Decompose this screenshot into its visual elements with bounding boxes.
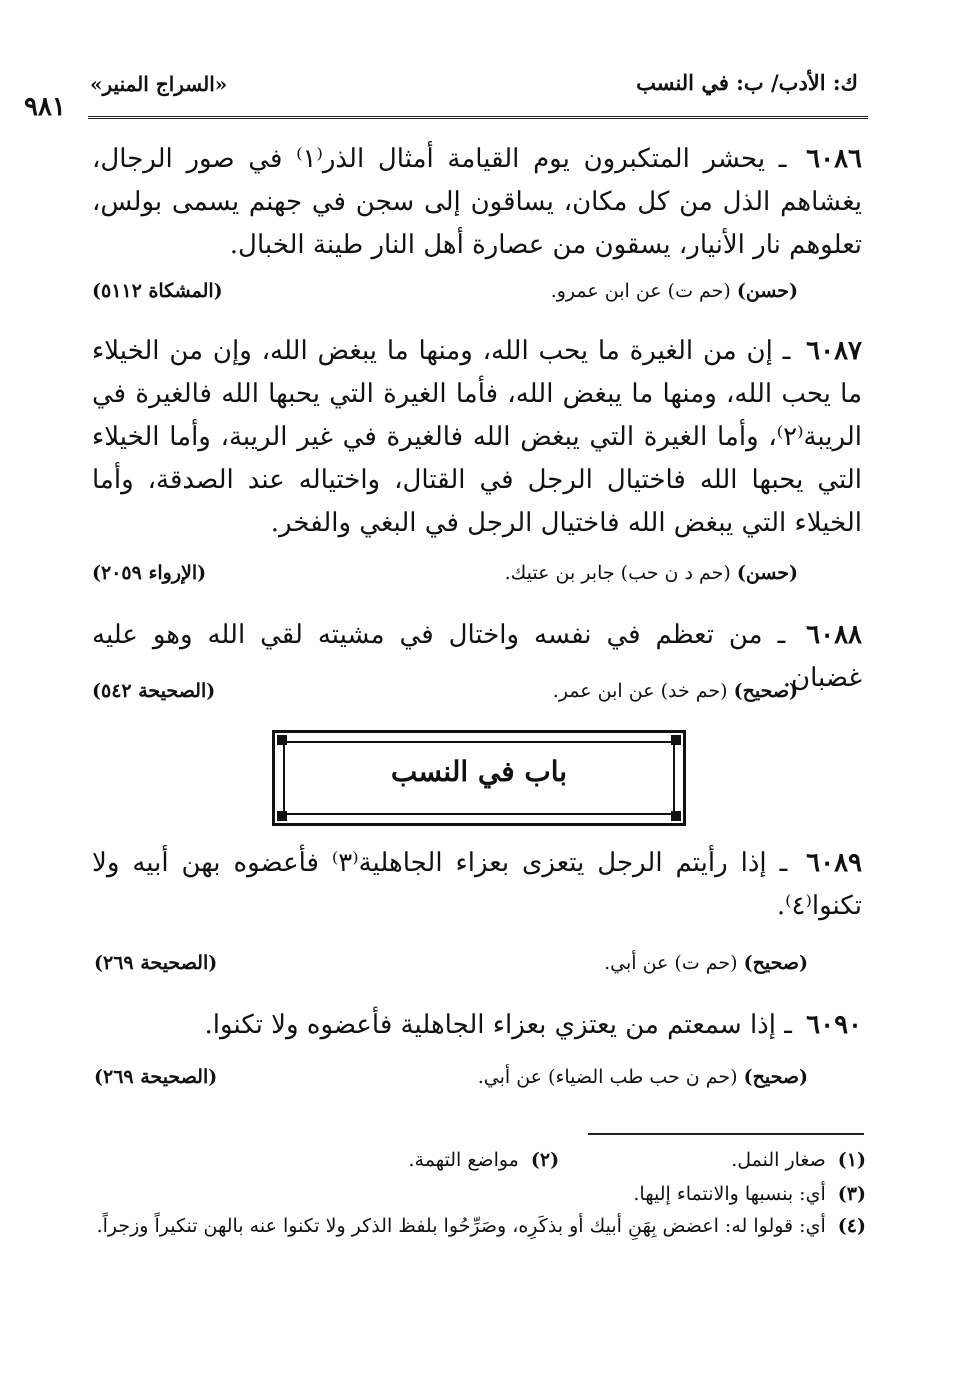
hadith-number: ٦٠٨٨ — [806, 620, 863, 650]
frame-corner — [277, 811, 287, 821]
hadith-number: ٦٠٨٩ — [806, 848, 862, 878]
hadith-6087 — [92, 330, 862, 545]
frame-corner — [671, 735, 681, 745]
footnote-text: صغار النمل. — [731, 1149, 826, 1171]
hadith-text: يحشر المتكبرون يوم القيامة أمثال الذر⁽١⁾ في صور الرجال، يغشاهم الذل من كل مكان، يساقون إلى سجن في جهنم يسمى بولس، تعلوهم نار الأنيار، يسقون من عصارة أهل النار طينة الخبال. — [92, 144, 862, 260]
hadith-narration: (حم د ن حب) جابر بن عتيك. — [504, 562, 731, 584]
hadith-separator: ـ — [766, 848, 788, 878]
hadith-narration: (حم ت) عن ابن عمرو. — [550, 280, 731, 302]
frame-corner — [671, 811, 681, 821]
hadith-grade: (صحيح) — [743, 1066, 808, 1088]
hadith-number: ٦٠٨٦ — [806, 144, 862, 174]
footnote-text: مواضع التهمة. — [408, 1149, 519, 1171]
frame-corner — [277, 735, 287, 745]
hadith-narration: (حم ن حب طب الضياء) عن أبي. — [477, 1066, 738, 1088]
hadith-reference-row — [92, 680, 864, 710]
hadith-text: إن من الغيرة ما يحب الله، ومنها ما يبغض الله، وإن من الخيلاء ما يحب الله، ومنها ما يبغض الله، فأما الغيرة التي يحبها الله فالغيرة في الريبة⁽٢⁾، وأما الغيرة التي يبغض الله فالغيرة في غير الريبة، وأما الخيلاء التي يحبها الله فاختيال الرجل في القتال، واختياله عند الصدقة، وأما الخيلاء التي يبغض الله فاختيال الرجل في البغي والفخر. — [92, 336, 862, 538]
hadith-separator: ـ — [762, 620, 786, 650]
hadith-grade: (صحيح) — [733, 680, 798, 702]
footnote-divider — [588, 1133, 864, 1135]
footnote-number: (٣) — [837, 1183, 866, 1205]
hadith-number: ٦٠٩٠ — [806, 1010, 862, 1040]
footnote-1 — [725, 1149, 866, 1171]
hadith-source: (الصحيحة ٢٦٩) — [94, 952, 218, 974]
chapter-heading-box — [272, 730, 686, 826]
footnote-number: (١) — [837, 1149, 866, 1171]
hadith-reference-row — [94, 1066, 864, 1096]
hadith-source: (الصحيحة ٢٦٩) — [94, 1066, 218, 1088]
hadith-source: (الصحيحة ٥٤٢) — [92, 680, 216, 702]
footnote-4 — [92, 1212, 866, 1240]
hadith-reference-row — [94, 952, 864, 982]
hadith-6086 — [92, 138, 862, 267]
book-title: «السراج المنير» — [90, 72, 228, 96]
hadith-grade: (صحيح) — [743, 952, 808, 974]
footnote-number: (٢) — [530, 1149, 560, 1171]
chapter-reference: ك: الأدب/ ب: في النسب — [636, 70, 858, 95]
hadith-6090 — [92, 1004, 862, 1047]
chapter-heading: باب في النسب — [390, 755, 568, 788]
hadith-grade-line — [505, 562, 798, 584]
hadith-grade: (حسن) — [736, 280, 798, 302]
hadith-source: (الإرواء ٢٠٥٩) — [92, 562, 207, 584]
hadith-source: (المشكاة ٥١١٢) — [92, 280, 223, 302]
footnote-2 — [409, 1149, 560, 1171]
hadith-grade-line — [553, 680, 798, 702]
hadith-separator: ـ — [772, 336, 791, 366]
hadith-reference-row — [92, 280, 864, 310]
hadith-number: ٦٠٨٧ — [806, 336, 863, 366]
hadith-text: إذا رأيتم الرجل يتعزى بعزاء الجاهلية⁽٣⁾ فأعضوه بهن أبيه ولا تكنوا⁽٤⁾. — [92, 848, 862, 921]
header-divider — [88, 116, 868, 119]
hadith-grade: (حسن) — [736, 562, 798, 584]
footnote-number: (٤) — [837, 1215, 866, 1237]
hadith-narration: (حم ت) عن أبي. — [604, 952, 738, 974]
hadith-grade-line — [551, 280, 798, 302]
hadith-6089 — [92, 842, 862, 928]
hadith-reference-row — [92, 562, 864, 592]
hadith-narration: (حم خد) عن ابن عمر. — [552, 680, 728, 702]
hadith-grade-line — [478, 1066, 808, 1088]
hadith-separator: ـ — [765, 144, 787, 174]
hadith-grade-line — [604, 952, 808, 974]
footnote-text: أي: بنسبها والانتماء إليها. — [633, 1183, 826, 1205]
footnote-line-1-2 — [92, 1146, 866, 1174]
hadith-text: من تعظم في نفسه واختال في مشيته لقي الله وهو عليه غضبان. — [92, 620, 862, 693]
footnote-3 — [92, 1180, 866, 1208]
hadith-separator: ـ — [775, 1010, 792, 1040]
hadith-text: إذا سمعتم من يعتزي بعزاء الجاهلية فأعضوه ولا تكنوا. — [204, 1010, 776, 1040]
footnote-text: أي: قولوا له: اعضض بِهَنِ أبيك أو بذكَرِه، وصَرِّحُوا بلفظ الذكر ولا تكنوا عنه بالهن تنكيراً وزجراً. — [96, 1215, 826, 1237]
page-number: ٩٨١ — [24, 92, 66, 122]
